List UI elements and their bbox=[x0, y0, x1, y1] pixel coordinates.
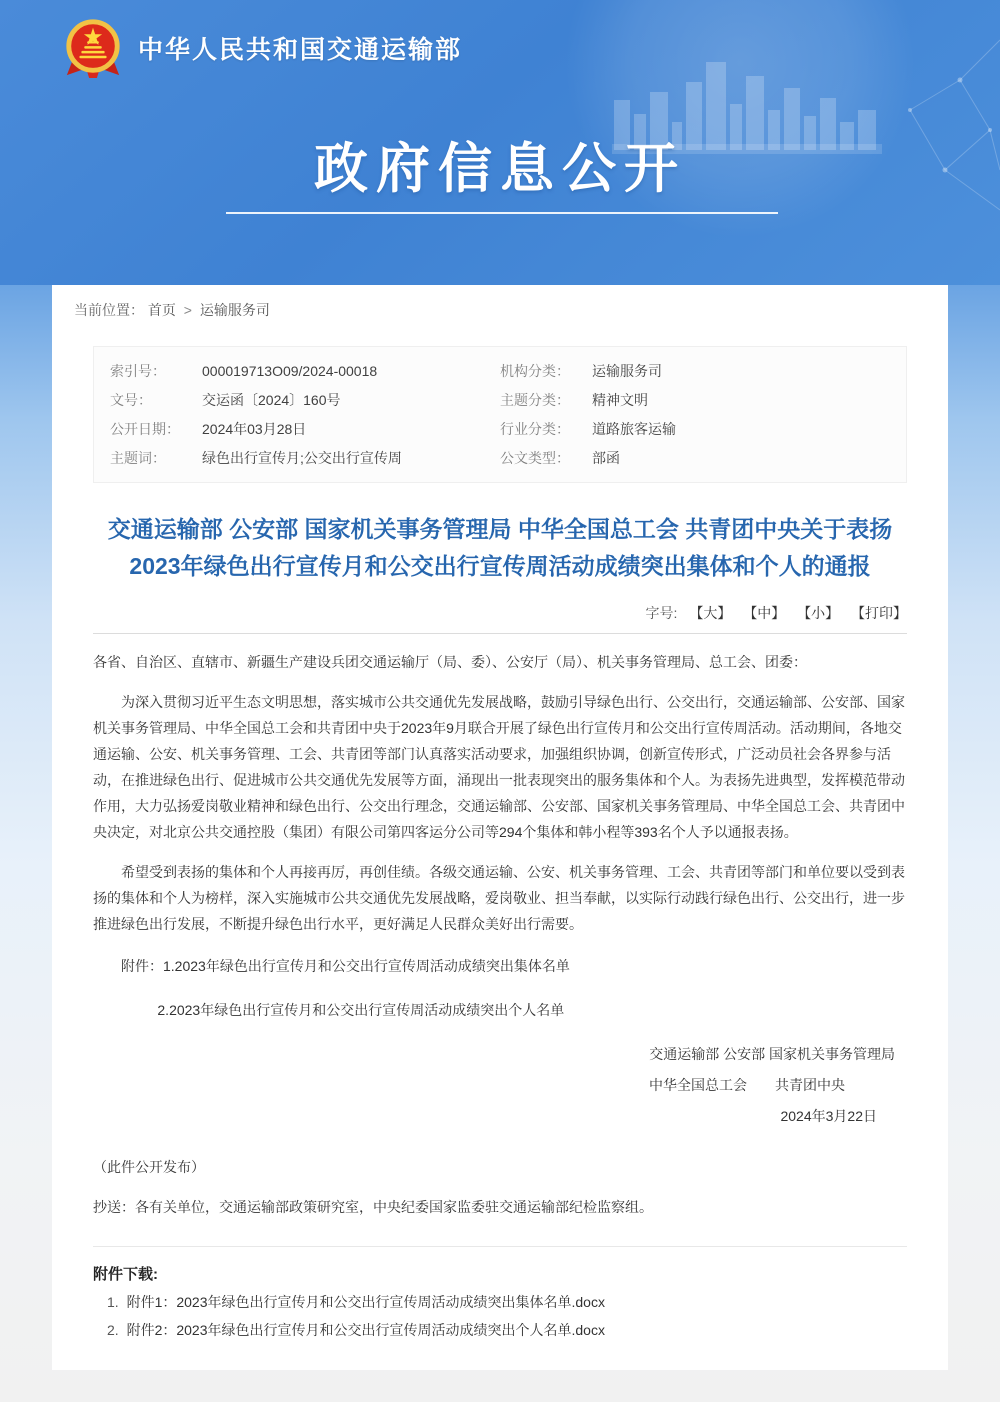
meta-row bbox=[110, 415, 890, 444]
meta-value: 交运函〔2024〕160号 bbox=[202, 392, 341, 408]
attachment-list-line-2: 2.2023年绿色出行宣传月和公交出行宣传周活动成绩突出个人名单 bbox=[157, 1002, 565, 1018]
breadcrumb-current-link[interactable]: 运输服务司 bbox=[199, 302, 270, 318]
public-release-note: （此件公开发布） bbox=[93, 1159, 205, 1175]
meta-label: 索引号： bbox=[110, 363, 166, 379]
downloads-title: 附件下载: bbox=[93, 1266, 158, 1283]
download-item-number: 1. bbox=[107, 1294, 119, 1310]
print-button[interactable]: 【打印】 bbox=[851, 605, 907, 621]
meta-label: 行业分类： bbox=[500, 421, 570, 437]
meta-label: 机构分类： bbox=[500, 363, 570, 379]
signature-organizations-line-1: 交通运输部 公安部 国家机关事务管理局 bbox=[649, 1046, 895, 1062]
meta-value: 精神文明 bbox=[592, 392, 648, 408]
font-size-label: 字号: bbox=[645, 605, 678, 621]
meta-cell-industry-category bbox=[500, 415, 890, 444]
breadcrumb-home-link[interactable]: 首页 bbox=[147, 302, 176, 318]
download-attachment-1-link[interactable]: 附件1：2023年绿色出行宣传月和公交出行宣传周活动成绩突出集体名单.docx bbox=[126, 1294, 605, 1310]
signature-organizations-line-2: 中华全国总工会 共青团中央 bbox=[649, 1077, 845, 1093]
salutation-line: 各省、自治区、直辖市、新疆生产建设兵团交通运输厅（局、委）、公安厅（局）、机关事务管理局、总工会、团委： bbox=[93, 654, 807, 670]
meta-value: 道路旅客运输 bbox=[592, 421, 676, 437]
downloads-divider bbox=[93, 1246, 907, 1247]
breadcrumb-separator: > bbox=[183, 302, 192, 318]
meta-row bbox=[110, 357, 890, 386]
meta-cell-org-category bbox=[500, 357, 890, 386]
meta-value: 绿色出行宣传月;公交出行宣传周 bbox=[202, 450, 402, 466]
meta-cell-publish-date bbox=[110, 415, 500, 444]
breadcrumb-label: 当前位置： bbox=[74, 302, 144, 318]
meta-row bbox=[110, 386, 890, 415]
document-title: 交通运输部 公安部 国家机关事务管理局 中华全国总工会 共青团中央关于表扬2023年绿色出行宣传月和公交出行宣传周活动成绩突出集体和个人的通报 bbox=[107, 516, 893, 579]
download-item bbox=[93, 1292, 907, 1312]
breadcrumb bbox=[72, 300, 928, 320]
meta-value: 2024年03月28日 bbox=[202, 421, 307, 437]
meta-value: 部函 bbox=[592, 450, 620, 466]
meta-cell-keywords bbox=[110, 444, 500, 473]
cc-note: 抄送：各有关单位，交通运输部政策研究室，中央纪委国家监委驻交通运输部纪检监察组。 bbox=[93, 1199, 653, 1215]
national-emblem-icon bbox=[62, 16, 124, 80]
meta-label: 公开日期： bbox=[110, 421, 180, 437]
content-background bbox=[0, 285, 1000, 1402]
site-header bbox=[0, 0, 1000, 285]
content-card bbox=[52, 285, 948, 1370]
meta-label: 文号： bbox=[110, 392, 152, 408]
meta-cell-index-number bbox=[110, 357, 500, 386]
meta-cell-topic-category bbox=[500, 386, 890, 415]
banner-underline bbox=[226, 212, 778, 214]
download-attachment-2-link[interactable]: 附件2：2023年绿色出行宣传月和公交出行宣传周活动成绩突出个人名单.docx bbox=[126, 1322, 605, 1338]
meta-label: 主题词： bbox=[110, 450, 166, 466]
document-body bbox=[93, 649, 907, 1220]
font-size-large-button[interactable]: 【大】 bbox=[689, 605, 732, 621]
meta-label: 主题分类： bbox=[500, 392, 570, 408]
meta-cell-doc-type bbox=[500, 444, 890, 473]
meta-label: 公文类型： bbox=[500, 450, 570, 466]
site-title: 中华人民共和国交通运输部 bbox=[138, 36, 463, 64]
meta-row bbox=[110, 444, 890, 473]
downloads-section bbox=[93, 1263, 907, 1340]
signature-date: 2024年3月22日 bbox=[780, 1108, 877, 1124]
font-size-medium-button[interactable]: 【中】 bbox=[743, 605, 786, 621]
banner-title: 政府信息公开 bbox=[314, 139, 686, 199]
font-size-small-button[interactable]: 【小】 bbox=[797, 605, 840, 621]
font-size-bar bbox=[93, 603, 907, 623]
document-wrapper bbox=[93, 346, 907, 1340]
document-meta-table bbox=[93, 346, 907, 483]
meta-value: 运输服务司 bbox=[592, 363, 662, 379]
download-item bbox=[93, 1320, 907, 1340]
attachment-list-line-1: 附件：1.2023年绿色出行宣传月和公交出行宣传周活动成绩突出集体名单 bbox=[121, 958, 570, 974]
download-item-number: 2. bbox=[107, 1322, 119, 1338]
body-paragraph-1: 为深入贯彻习近平生态文明思想，落实城市公共交通优先发展战略，鼓励引导绿色出行、公交出行，交通运输部、公安部、国家机关事务管理局、中华全国总工会和共青团中央于2023年9月联合开展了绿色出行宣传月和公交出行宣传周活动。活动期间，各地交通运输、公安、机关事务管理、工会、共青团等部门认真落实活动要求，加强组织协调，创新宣传形式，广泛动员社会各界参与活动，在推进绿色出行、促进城市公共交通优先发展等方面，涌现出一批表现突出的服务集体和个人。为表扬先进典型，发挥模范带动作用，大力弘扬爱岗敬业精神和绿色出行、公交出行理念，交通运输部、公安部、国家机关事务管理局、中华全国总工会、共青团中央决定，对北京公共交通控股（集团）有限公司第四客运分公司等294个集体和韩小程等393名个人予以通报表扬。 bbox=[93, 694, 905, 840]
body-paragraph-2: 希望受到表扬的集体和个人再接再厉，再创佳绩。各级交通运输、公安、机关事务管理、工会、共青团等部门和单位要以受到表扬的集体和个人为榜样，深入实施城市公共交通优先发展战略，爱岗敬业、担当奉献，以实际行动践行绿色出行、公交出行，进一步推进绿色出行发展，不断提升绿色出行水平，更好满足人民群众美好出行需要。 bbox=[93, 864, 905, 932]
meta-cell-doc-number bbox=[110, 386, 500, 415]
title-divider bbox=[93, 633, 907, 634]
meta-value: 000019713O09/2024-00018 bbox=[202, 363, 378, 379]
site-logo-row bbox=[62, 16, 462, 80]
